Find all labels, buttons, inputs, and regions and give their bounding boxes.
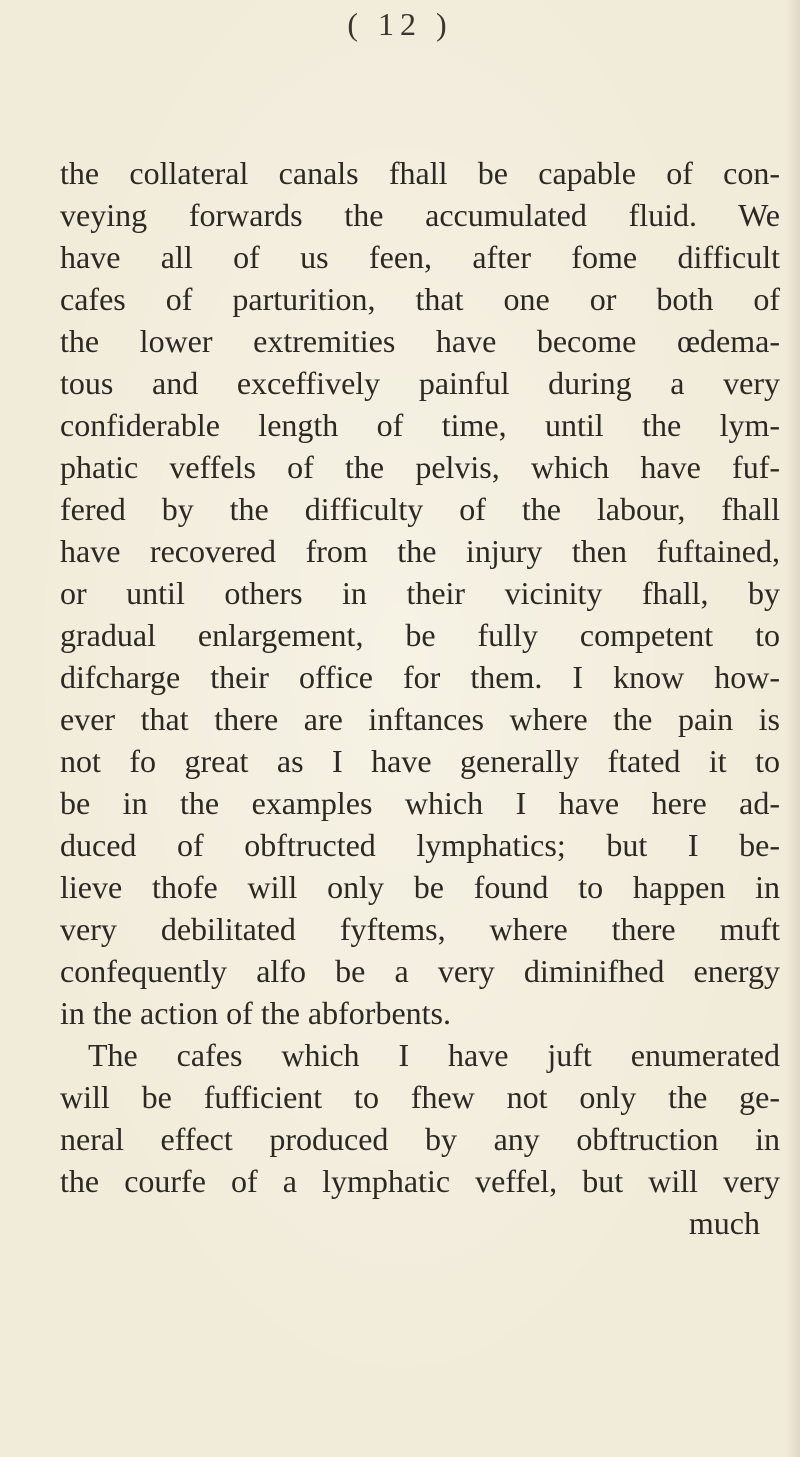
body-text (60, 152, 780, 1244)
text-line: will be fufficient to fhew not only the ge- (60, 1079, 780, 1115)
text-line: the lower extremities have become œdema- (60, 323, 780, 359)
text-line: have recovered from the injury then fuftained, (60, 533, 780, 569)
text-line: the courfe of a lymphatic veffel, but will very (60, 1163, 780, 1199)
text-line: have all of us feen, after fome difficult (60, 239, 780, 275)
text-line: confequently alfo be a very diminifhed energy (60, 953, 780, 989)
text-line: in the action of the abforbents. (60, 995, 451, 1031)
text-line: not fo great as I have generally ftated it to (60, 743, 780, 779)
text-line: be in the examples which I have here ad- (60, 785, 780, 821)
text-line: difcharge their office for them. I know how- (60, 659, 780, 695)
text-line: confiderable length of time, until the lym- (60, 407, 780, 443)
paragraph-2 (60, 1034, 780, 1202)
text-line: or until others in their vicinity fhall, by (60, 575, 780, 611)
catchword: much (688, 1205, 760, 1241)
text-line: tous and exceffively painful during a very (60, 365, 780, 401)
text-line: lieve thofe will only be found to happen in (60, 869, 780, 905)
text-line: veying forwards the accumulated fluid. We (60, 197, 780, 233)
text-line: very debilitated fyftems, where there muft (60, 911, 780, 947)
page-edge-shadow (786, 0, 800, 1457)
text-line: phatic veffels of the pelvis, which have fuf- (60, 449, 780, 485)
text-line: cafes of parturition, that one or both of (60, 281, 780, 317)
text-line: The cafes which I have juft enumerated (88, 1037, 780, 1073)
paragraph-1 (60, 152, 780, 1034)
text-line: fered by the difficulty of the labour, fhall (60, 491, 780, 527)
text-line: neral effect produced by any obftruction in (60, 1121, 780, 1157)
text-line: duced of obftructed lymphatics; but I be- (60, 827, 780, 863)
text-line: ever that there are inftances where the pain is (60, 701, 780, 737)
text-line: the collateral canals fhall be capable of con- (60, 155, 780, 191)
page-number: ( 12 ) (347, 6, 453, 42)
text-line: gradual enlargement, be fully competent to (60, 617, 780, 653)
